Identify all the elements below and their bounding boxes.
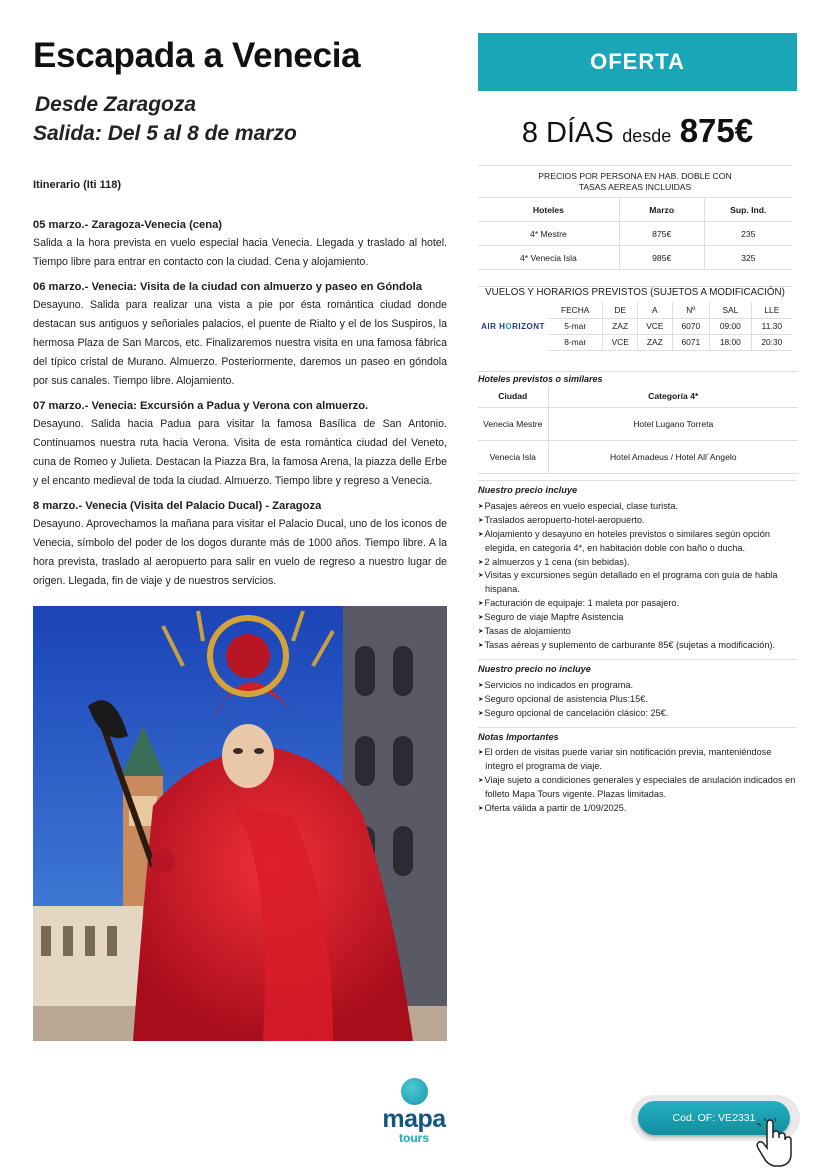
table-cell: 6070 [672,318,709,334]
table-cell: Hotel Lugano Torreta [548,407,798,440]
list-item: ➤ Seguro de viaje Mapfre Asistencia [478,611,796,625]
venice-carnival-photo [33,606,447,1041]
table-row [478,222,792,246]
table-cell: 18:00 [709,334,751,350]
table-cell: Hotel Amadeus / Hotel All´Angelo [548,440,798,473]
day-text: Desayuno. Aprovechamos la mañana para visitar el Palacio Ducal, uno de los iconos de Venecia, símbolo del poder de los dogos durante más de 1000 años. Tiempo libre. A la hora prevista, traslado al aeropuerto para salir en vuelo de regreso a nuestro lugar de origen. Llegada, fin de viaje y de nuestros servicios. [33,518,447,587]
trip-duration: 8 DÍAS [521,117,614,149]
list-item: ➤ Seguro opcional de cancelación clásico: 25€. [478,707,796,721]
table-cell: Venecia Isla [478,440,548,473]
origin-subtitle: Desde Zaragoza [35,93,197,116]
list-item: ➤ Servicios no indicados en programa. [478,679,796,693]
table-cell: VCE [638,318,673,334]
day-text: Desayuno. Salida para realizar una vista a pie por ésta romántica ciudad donde destacan sus antiguos y señoriales palacios, el puente de Rialto y el de los Suspiros, la hermosa Plaza de San Marcos, etc. Finalizaremos nuestra visita en una famosa fábrica del típico cristal de Murano. Almuerzo. Posteriormente, daremos un paseo en góndola por sus canales. Tiempo libre. Alojamiento. [33,299,447,387]
itinerary-day [33,497,447,591]
col-header: DE [603,302,638,318]
offer-badge: OFERTA [478,33,797,91]
flights-title: VUELOS Y HORARIOS PREVISTOS (SUJETOS A MODIFICACIÓN) [478,286,792,298]
list-item: ➤ Viaje sujeto a condiciones generales y especiales de anulación indicados en folleto Mapa Tours vigente. Plazas limitadas. [478,774,796,802]
itinerary-day [33,397,447,491]
table-cell: 325 [704,246,792,270]
table-cell: 4* Venecia Isla [478,246,619,270]
col-header: LLE [751,302,792,318]
pointer-hand-icon [756,1118,794,1168]
offer-code-label[interactable]: Cod. OF: VE2331 [638,1101,790,1135]
col-header: Nº [672,302,709,318]
airline-logo: AIR HORIZONT [481,322,545,331]
table-cell: 8-mar [548,334,603,350]
prices-table [478,165,792,270]
itinerary-day [33,216,447,272]
departure-dates: Salida: Del 5 al 8 de marzo [33,122,297,145]
itinerary-day [33,278,447,391]
col-header: A [638,302,673,318]
table-cell: Venecia Mestre [478,407,548,440]
table-cell: 09:00 [709,318,751,334]
day-text: Desayuno. Salida hacia Padua para visitar la famosa Basílica de San Antonio. Continuamos nuestra ruta hacia Verona. Visita de esta romántica ciudad del Veneto, cuna de Romeo y Julieta. Destacan la Piazza Bra, la famosa Arena, la piazza delle Erbe y el encanto medieval de toda la ciudad. Almuerzo. Tiempo libre y regreso a Venecia. [33,418,447,487]
table-cell: 985€ [619,246,704,270]
excludes-title: Nuestro precio no incluye [478,659,796,677]
table-cell: 235 [704,222,792,246]
table-cell: 5-mar [548,318,603,334]
col-header: Hoteles [478,198,619,222]
day-heading: 06 marzo.- Venecia: Visita de la ciudad con almuerzo y paseo en Góndola [33,281,422,293]
list-item: ➤ Tasas aéreas y suplemento de carburante 85€ (sujetas a modificación). [478,639,796,653]
logo-circle-icon [401,1078,428,1105]
table-cell: VCE [603,334,638,350]
table-row [478,407,798,440]
page-title: Escapada a Venecia [33,36,361,75]
list-item: ➤ Facturación de equipaje: 1 maleta por pasajero. [478,597,796,611]
day-text: Salida a la hora prevista en vuelo especial hacia Venecia. Llegada y traslado al hotel. Tiempo libre para entrar en contacto con la ciudad. Cena y alojamiento. [33,237,447,268]
hotels-title: Hoteles previstos o similares [478,371,798,384]
list-item: ➤ Seguro opcional de asistencia Plus:15€. [478,693,796,707]
table-row [478,246,792,270]
notes-section [478,727,796,816]
table-cell: 875€ [619,222,704,246]
day-heading: 8 marzo.- Venecia (Visita del Palacio Ducal) - Zaragoza [33,500,322,512]
excludes-section [478,659,796,721]
day-heading: 05 marzo.- Zaragoza-Venecia (cena) [33,219,223,231]
flights-table [478,302,792,351]
list-item: ➤ Visitas y excursiones según detallado en el programa con guía de habla hispana. [478,569,796,597]
col-header: Ciudad [478,386,548,407]
prices-caption: PRECIOS POR PERSONA EN HAB. DOBLE CON TASAS AEREAS INCLUIDAS [478,166,792,198]
notes-title: Notas Importantes [478,727,796,745]
itinerary-heading: Itinerario (Iti 118) [33,179,122,191]
price-from-label: desde [622,126,672,146]
table-cell: ZAZ [603,318,638,334]
col-header: Categoría 4* [548,386,798,407]
list-item: ➤ Alojamiento y desayuno en hoteles previstos o similares según opción elegida, en categoría 4*, en habitación doble con baño o ducha. [478,528,796,556]
conditions-section [478,480,796,822]
day-heading: 07 marzo.- Venecia: Excursión a Padua y Verona con almuerzo. [33,400,369,412]
includes-section [478,480,796,653]
table-cell: 6071 [672,334,709,350]
table-cell: 20:30 [751,334,792,350]
table-cell: 11.30 [751,318,792,334]
includes-title: Nuestro precio incluye [478,480,796,498]
list-item: ➤ Oferta válida a partir de 1/09/2025. [478,802,796,816]
hotels-table [478,386,798,474]
logo-mapa-text: mapa [382,1105,446,1133]
col-header: Marzo [619,198,704,222]
list-item: ➤ Traslados aeropuerto-hotel-aeropuerto. [478,514,796,528]
mapa-tours-logo [376,1078,452,1145]
col-header: Sup. Ind. [704,198,792,222]
col-header: SAL [709,302,751,318]
list-item: ➤ 2 almuerzos y 1 cena (sin bebidas). [478,556,796,570]
itinerary [33,176,447,597]
logo-tours-text: tours [399,1131,429,1145]
price-amount: 875€ [679,112,754,149]
list-item: ➤ Tasas de alojamiento [478,625,796,639]
col-header: FECHA [548,302,603,318]
table-row [478,440,798,473]
list-item: ➤ Pasajes aéreos en vuelo especial, clase turista. [478,500,796,514]
price-summary [478,112,797,150]
table-cell: ZAZ [638,334,673,350]
table-cell: 4* Mestre [478,222,619,246]
list-item: ➤ El orden de visitas puede variar sin notificación previa, manteniéndose íntegro el programa de viaje. [478,746,796,774]
